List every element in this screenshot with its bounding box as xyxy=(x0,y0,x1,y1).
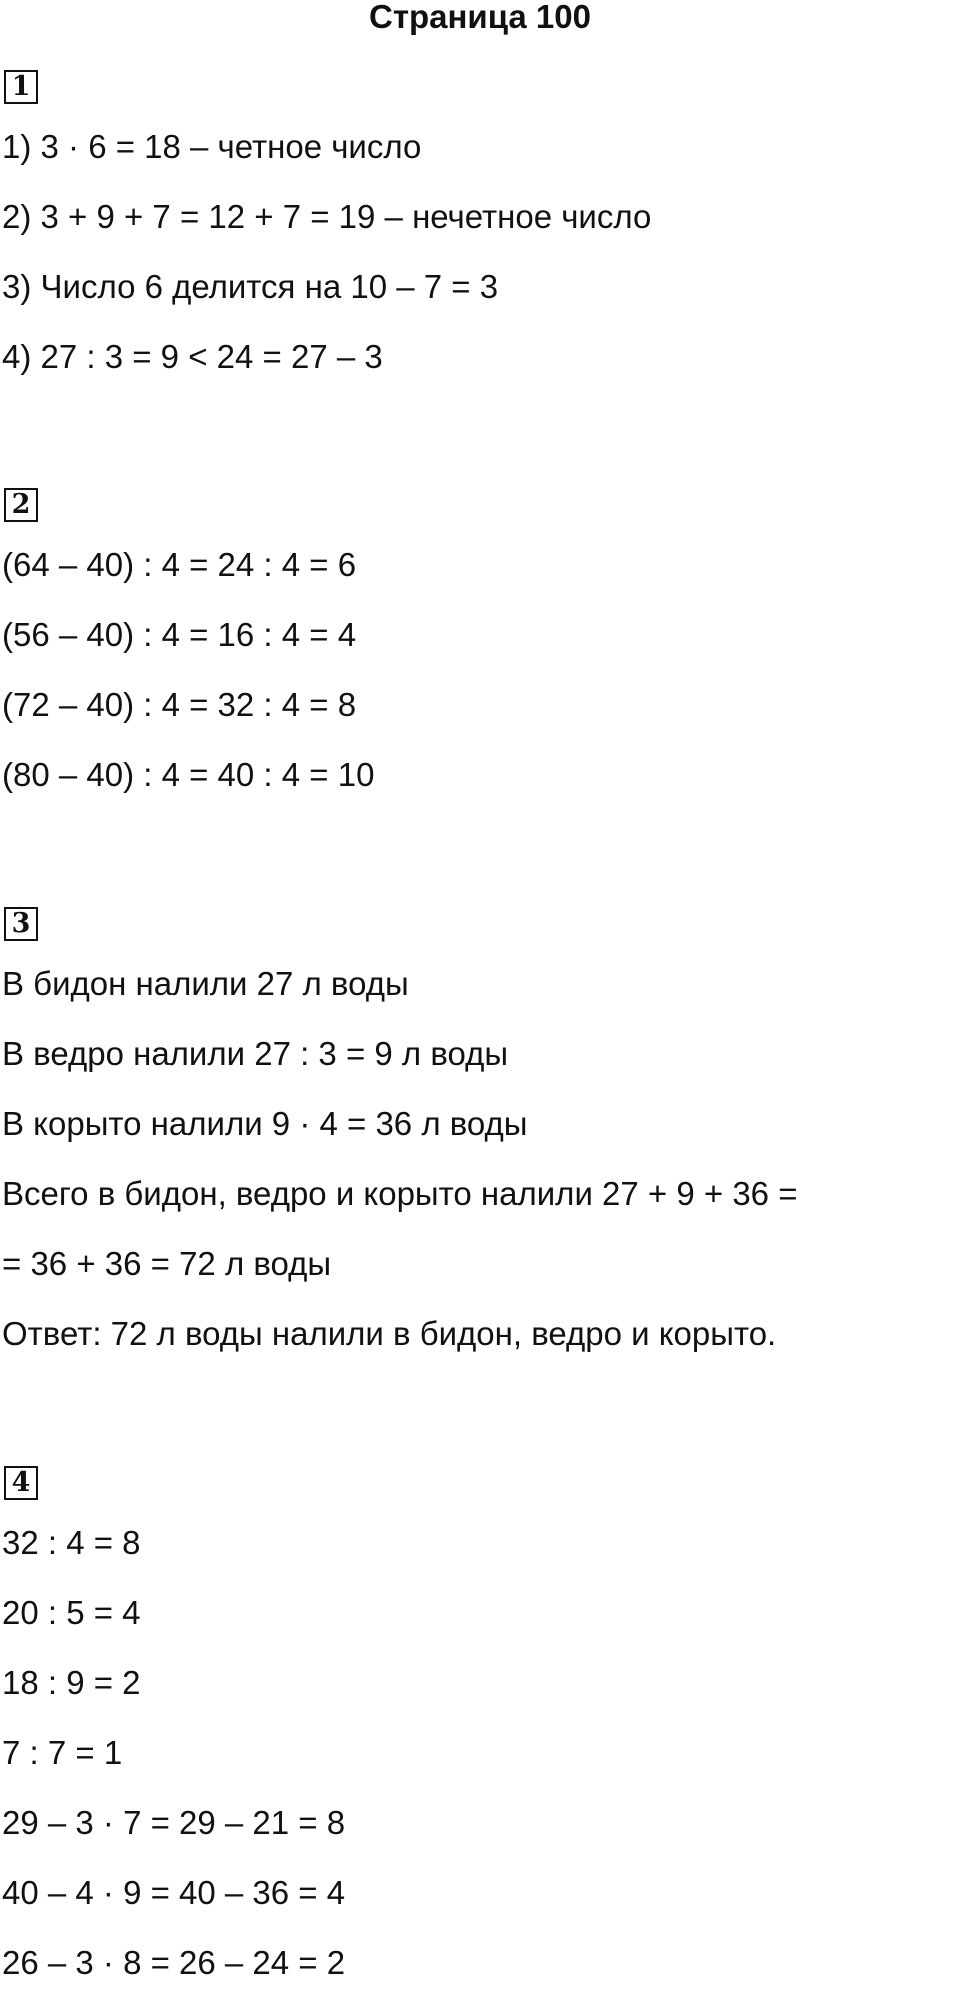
solution-line: В корыто налили 9 · 4 = 36 л воды xyxy=(2,1105,528,1142)
solution-line: (56 – 40) : 4 = 16 : 4 = 4 xyxy=(2,616,357,653)
solution-lines xyxy=(0,530,374,810)
solution-line: 29 – 3 · 7 = 29 – 21 = 8 xyxy=(2,1804,346,1841)
solution-line: = 36 + 36 = 72 л воды xyxy=(2,1245,332,1282)
solution-line: Всего в бидон, ведро и корыто налили 27 + 9 + 36 = xyxy=(2,1175,798,1212)
solution-line: 2) 3 + 9 + 7 = 12 + 7 = 19 – нечетное число xyxy=(2,198,652,235)
solution-line: 3) Число 6 делится на 10 – 7 = 3 xyxy=(2,268,499,305)
solution-line: В бидон налили 27 л воды xyxy=(2,965,409,1002)
solution-line: В ведро налили 27 : 3 = 9 л воды xyxy=(2,1035,509,1072)
solution-lines xyxy=(0,112,651,392)
solution-line: 32 : 4 = 8 xyxy=(2,1524,141,1561)
solution-line: 4) 27 : 3 = 9 < 24 = 27 – 3 xyxy=(2,338,383,375)
solution-line: 7 : 7 = 1 xyxy=(2,1734,123,1771)
solution-lines xyxy=(0,1508,345,1998)
solution-line: 1) 3 · 6 = 18 – четное число xyxy=(2,128,422,165)
solution-line: 20 : 5 = 4 xyxy=(2,1594,141,1631)
task-number-box: 2 xyxy=(4,488,38,522)
solution-line: (80 – 40) : 4 = 40 : 4 = 10 xyxy=(2,756,375,793)
solution-line: 40 – 4 · 9 = 40 – 36 = 4 xyxy=(2,1874,346,1911)
solution-line: 18 : 9 = 2 xyxy=(2,1664,141,1701)
task-number-box: 4 xyxy=(4,1466,38,1500)
solution-lines xyxy=(0,949,797,1369)
solution-line: 26 – 3 · 8 = 26 – 24 = 2 xyxy=(2,1944,346,1981)
solution-line: (72 – 40) : 4 = 32 : 4 = 8 xyxy=(2,686,357,723)
task-number-box: 1 xyxy=(4,70,38,104)
solution-line: (64 – 40) : 4 = 24 : 4 = 6 xyxy=(2,546,357,583)
page-title: Страница 100 xyxy=(369,0,591,35)
task-number-box: 3 xyxy=(4,907,38,941)
answer-line: Ответ: 72 л воды налили в бидон, ведро и корыто. xyxy=(2,1315,777,1352)
